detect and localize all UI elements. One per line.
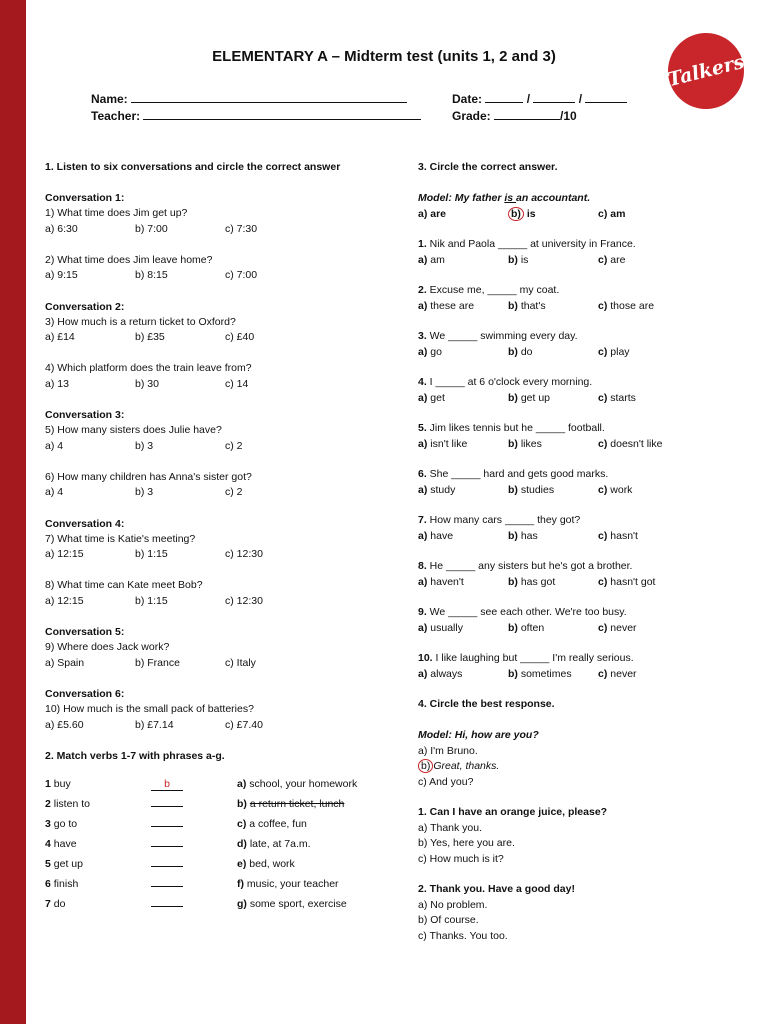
match-row bbox=[45, 814, 395, 834]
question-6: 6) How many children has Anna's sister got? bbox=[45, 470, 252, 483]
option-text: has got bbox=[520, 575, 556, 588]
option-text: are bbox=[610, 253, 626, 266]
option-b[interactable]: b) 8:15 bbox=[135, 269, 168, 281]
option-letter: c) bbox=[598, 483, 611, 496]
grammar-question-number: 7. bbox=[418, 514, 427, 526]
grammar-question-number: 3. bbox=[418, 330, 427, 342]
option-text: get up bbox=[520, 391, 551, 404]
name-label: Name: bbox=[91, 92, 128, 106]
option-a[interactable] bbox=[418, 437, 508, 453]
option-a[interactable]: a) 4 bbox=[45, 439, 64, 452]
match-phrase: some sport, exercise bbox=[249, 898, 347, 910]
grammar-options bbox=[418, 299, 748, 315]
left-column bbox=[45, 160, 395, 914]
option-c[interactable] bbox=[598, 667, 688, 683]
grammar-options bbox=[418, 345, 748, 361]
option-text: never bbox=[610, 621, 637, 634]
option-c[interactable] bbox=[598, 253, 688, 269]
option-text: hasn't got bbox=[610, 575, 656, 588]
response-option-a[interactable]: a) I'm Bruno. bbox=[418, 744, 478, 757]
section-1-title: 1. Listen to six conversations and circle the correct answer bbox=[45, 161, 341, 173]
question-2-options bbox=[45, 268, 395, 284]
option-text: has bbox=[520, 529, 538, 542]
question-4-options bbox=[45, 377, 395, 393]
option-letter: b) bbox=[508, 299, 521, 312]
option-text: those are bbox=[610, 299, 655, 312]
option-letter: c) bbox=[598, 529, 611, 542]
option-a[interactable]: a) 12:15 bbox=[45, 594, 84, 607]
grammar-question bbox=[418, 237, 748, 253]
option-letter: b) bbox=[508, 529, 521, 542]
grammar-question-number: 8. bbox=[418, 560, 427, 572]
conversation-2-heading: Conversation 2: bbox=[45, 300, 125, 313]
grade-line[interactable] bbox=[494, 108, 560, 120]
model-label: Model: My father bbox=[418, 192, 505, 204]
option-text: doesn't like bbox=[610, 437, 663, 450]
option-text: sometimes bbox=[520, 667, 572, 680]
option-text: hasn't bbox=[610, 529, 638, 542]
match-letter: g) bbox=[237, 898, 247, 910]
response-option-a[interactable]: a) Thank you. bbox=[418, 821, 483, 834]
option-b[interactable]: b) 3 bbox=[135, 439, 154, 452]
model-rest: an accountant. bbox=[516, 192, 591, 204]
option-text: that's bbox=[520, 299, 546, 312]
option-b[interactable] bbox=[508, 253, 598, 269]
option-letter: c) bbox=[598, 299, 611, 312]
option-b[interactable] bbox=[508, 529, 598, 545]
grammar-question-number: 1. bbox=[418, 238, 427, 250]
option-letter: b) bbox=[508, 621, 521, 634]
response-question-1: 1. Can I have an orange juice, please? bbox=[418, 806, 608, 818]
option-b[interactable] bbox=[508, 621, 598, 637]
grammar-question-text: Nik and Paola _____ at university in France. bbox=[426, 238, 636, 250]
grammar-question-text: She _____ hard and gets good marks. bbox=[426, 468, 609, 480]
match-num: 2 bbox=[45, 798, 51, 810]
teacher-label: Teacher: bbox=[91, 109, 141, 123]
left-margin-bar bbox=[0, 0, 26, 1024]
match-phrase: bed, work bbox=[249, 858, 295, 870]
response-option-a[interactable]: a) No problem. bbox=[418, 898, 488, 911]
option-b-text: is bbox=[523, 207, 536, 220]
logo-text: Talkers bbox=[665, 50, 747, 92]
match-verb: get up bbox=[53, 858, 83, 870]
grammar-options bbox=[418, 667, 748, 683]
option-c[interactable]: c) £7.40 bbox=[225, 718, 263, 731]
grammar-options bbox=[418, 529, 748, 545]
option-text: these are bbox=[430, 299, 475, 312]
grammar-question bbox=[418, 651, 748, 667]
grammar-options bbox=[418, 253, 748, 269]
option-letter: a) bbox=[418, 391, 431, 404]
option-text: often bbox=[520, 621, 545, 634]
match-phrase: late, at 7a.m. bbox=[249, 838, 311, 850]
option-text: studies bbox=[520, 483, 555, 496]
section-3-model bbox=[418, 191, 748, 207]
option-a[interactable] bbox=[418, 575, 508, 591]
match-verb: listen to bbox=[53, 798, 90, 810]
question-1-options bbox=[45, 222, 395, 238]
match-answer-blank[interactable]: b bbox=[151, 778, 183, 791]
option-c[interactable] bbox=[598, 621, 688, 637]
grammar-question-number: 4. bbox=[418, 376, 427, 388]
option-c[interactable]: c) 14 bbox=[225, 377, 249, 390]
option-a[interactable] bbox=[418, 253, 508, 269]
match-phrase: music, your teacher bbox=[246, 878, 339, 890]
option-b[interactable]: b) 7:00 bbox=[135, 222, 168, 235]
question-10: 10) How much is the small pack of batteries? bbox=[45, 703, 254, 715]
option-text: study bbox=[430, 483, 456, 496]
option-letter: c) bbox=[598, 391, 611, 404]
talkers-logo bbox=[660, 25, 752, 117]
grammar-question-number: 6. bbox=[418, 468, 427, 480]
option-c[interactable]: c) 7:00 bbox=[225, 269, 258, 281]
option-c[interactable] bbox=[598, 299, 688, 315]
option-b[interactable] bbox=[508, 437, 598, 453]
option-letter: b) bbox=[508, 575, 521, 588]
conversation-3-heading: Conversation 3: bbox=[45, 409, 125, 421]
match-letter: b) bbox=[237, 798, 247, 810]
option-b[interactable] bbox=[508, 483, 598, 499]
option-c[interactable] bbox=[598, 391, 688, 407]
match-answer-blank[interactable] bbox=[151, 854, 183, 867]
question-7-options bbox=[45, 547, 395, 563]
question-3-options bbox=[45, 330, 395, 346]
option-b[interactable] bbox=[508, 345, 598, 361]
option-text: play bbox=[610, 345, 630, 358]
match-answer-blank[interactable] bbox=[151, 874, 183, 887]
match-verb: buy bbox=[53, 778, 71, 790]
question-8-options bbox=[45, 594, 395, 610]
grammar-question-number: 9. bbox=[418, 606, 427, 618]
option-letter: c) bbox=[598, 437, 611, 450]
option-c[interactable]: c) 2 bbox=[225, 439, 243, 452]
match-verb: finish bbox=[53, 878, 79, 890]
option-letter: a) bbox=[418, 621, 431, 634]
option-b[interactable]: b) 1:15 bbox=[135, 548, 168, 560]
match-answer-blank[interactable] bbox=[151, 894, 183, 907]
option-a[interactable]: a) £14 bbox=[45, 331, 75, 343]
option-b[interactable]: b) 1:15 bbox=[135, 594, 168, 607]
option-letter: a) bbox=[418, 667, 431, 680]
option-c[interactable]: c) £40 bbox=[225, 331, 255, 343]
question-7: 7) What time is Katie's meeting? bbox=[45, 532, 196, 545]
option-b[interactable]: b) £35 bbox=[135, 331, 165, 343]
option-a[interactable]: a) 12:15 bbox=[45, 548, 84, 560]
match-num: 5 bbox=[45, 858, 51, 870]
option-letter: b) bbox=[508, 391, 521, 404]
option-b[interactable] bbox=[508, 299, 598, 315]
circled-answer: b) bbox=[418, 759, 433, 773]
option-a[interactable] bbox=[418, 621, 508, 637]
section-2-title: 2. Match verbs 1-7 with phrases a-g. bbox=[45, 750, 225, 762]
option-text: do bbox=[520, 345, 533, 358]
option-text: have bbox=[430, 529, 454, 542]
option-a[interactable] bbox=[418, 299, 508, 315]
option-letter: a) bbox=[418, 253, 431, 266]
match-phrase: a coffee, fun bbox=[249, 818, 307, 830]
date-sep-1: / bbox=[526, 92, 531, 106]
grade-total: /10 bbox=[560, 109, 577, 123]
match-row bbox=[45, 854, 395, 874]
grammar-items bbox=[418, 237, 748, 682]
option-a[interactable] bbox=[418, 391, 508, 407]
question-8: 8) What time can Kate meet Bob? bbox=[45, 579, 203, 591]
option-b[interactable] bbox=[508, 667, 598, 683]
option-letter: b) bbox=[508, 345, 521, 358]
name-line[interactable] bbox=[131, 91, 407, 103]
response-option-b[interactable]: b) Of course. bbox=[418, 914, 479, 926]
section-3-title: 3. Circle the correct answer. bbox=[418, 161, 558, 173]
match-num: 1 bbox=[45, 778, 51, 790]
grammar-options bbox=[418, 483, 748, 499]
option-c[interactable]: c) 12:30 bbox=[225, 594, 263, 607]
option-b[interactable] bbox=[508, 575, 598, 591]
match-letter: c) bbox=[237, 818, 247, 830]
grammar-question-text: I _____ at 6 o'clock every morning. bbox=[426, 376, 593, 388]
option-c[interactable] bbox=[598, 575, 688, 591]
grammar-options bbox=[418, 575, 748, 591]
match-verb: have bbox=[53, 838, 77, 850]
option-letter: a) bbox=[418, 575, 431, 588]
option-c[interactable]: c) 2 bbox=[225, 486, 243, 498]
option-letter: a) bbox=[418, 345, 431, 358]
match-letter: a) bbox=[237, 778, 247, 790]
option-a[interactable]: a) 9:15 bbox=[45, 269, 78, 281]
option-text: get bbox=[430, 391, 445, 404]
option-a[interactable]: a) 4 bbox=[45, 486, 64, 498]
grammar-question-number: 2. bbox=[418, 284, 427, 296]
option-b[interactable]: b) £7.14 bbox=[135, 718, 174, 731]
option-a[interactable] bbox=[418, 345, 508, 361]
section-4-title: 4. Circle the best response. bbox=[418, 698, 555, 710]
question-5: 5) How many sisters does Julie have? bbox=[45, 424, 222, 436]
option-text: is bbox=[520, 253, 529, 266]
grammar-question-text: We _____ see each other. We're too busy. bbox=[426, 606, 627, 618]
grammar-question bbox=[418, 513, 748, 529]
option-a[interactable]: a) £5.60 bbox=[45, 718, 84, 731]
grammar-options bbox=[418, 391, 748, 407]
option-letter: c) bbox=[598, 621, 611, 634]
option-text: isn't like bbox=[430, 437, 468, 450]
option-a[interactable]: a) are bbox=[418, 207, 447, 220]
option-a[interactable]: a) 13 bbox=[45, 377, 69, 390]
question-10-options bbox=[45, 718, 395, 734]
grammar-question-text: He _____ any sisters but he's got a brother. bbox=[426, 560, 633, 572]
name-field[interactable] bbox=[91, 91, 407, 106]
option-text: starts bbox=[610, 391, 636, 404]
grammar-question-text: I like laughing but _____ I'm really serious. bbox=[432, 652, 634, 664]
page-title: ELEMENTARY A – Midterm test (units 1, 2 and 3) bbox=[212, 48, 556, 65]
match-letter: e) bbox=[237, 858, 247, 870]
match-row bbox=[45, 894, 395, 914]
grammar-question-text: How many cars _____ they got? bbox=[426, 514, 581, 526]
grammar-question bbox=[418, 329, 748, 345]
match-row bbox=[45, 794, 395, 814]
grammar-question bbox=[418, 467, 748, 483]
grammar-options bbox=[418, 621, 748, 637]
response-question-2: 2. Thank you. Have a good day! bbox=[418, 883, 575, 895]
match-num: 6 bbox=[45, 878, 51, 890]
question-9: 9) Where does Jack work? bbox=[45, 641, 170, 653]
teacher-field[interactable] bbox=[91, 108, 421, 123]
grammar-question-number: 5. bbox=[418, 422, 427, 434]
option-a[interactable] bbox=[418, 483, 508, 499]
option-b[interactable] bbox=[508, 207, 598, 223]
option-letter: a) bbox=[418, 437, 431, 450]
date-month-line[interactable] bbox=[533, 91, 575, 103]
conversation-6-heading: Conversation 6: bbox=[45, 688, 125, 700]
match-phrase-struck: a return ticket, lunch bbox=[249, 798, 345, 810]
grammar-question-text: Excuse me, _____ my coat. bbox=[426, 284, 560, 296]
circled-answer: b) bbox=[508, 207, 524, 221]
date-label: Date: bbox=[452, 92, 483, 106]
match-letter: d) bbox=[237, 838, 247, 850]
option-c[interactable] bbox=[598, 437, 688, 453]
grammar-question bbox=[418, 605, 748, 621]
option-letter: c) bbox=[598, 575, 611, 588]
option-c[interactable] bbox=[598, 483, 688, 499]
grammar-question-number: 10. bbox=[418, 652, 433, 664]
option-letter: c) bbox=[598, 345, 611, 358]
grade-field[interactable] bbox=[452, 108, 577, 123]
match-phrase: school, your homework bbox=[249, 778, 358, 790]
match-row bbox=[45, 874, 395, 894]
response-option-b[interactable] bbox=[418, 759, 748, 775]
option-letter: b) bbox=[508, 253, 521, 266]
match-answer-blank[interactable] bbox=[151, 834, 183, 847]
match-row bbox=[45, 834, 395, 854]
grammar-question bbox=[418, 283, 748, 299]
option-letter: b) bbox=[508, 667, 521, 680]
option-text: work bbox=[610, 483, 633, 496]
model-word: is bbox=[504, 192, 517, 204]
grammar-options bbox=[418, 437, 748, 453]
teacher-line[interactable] bbox=[143, 108, 421, 120]
right-column bbox=[418, 160, 748, 944]
option-letter: b) bbox=[508, 483, 521, 496]
option-a[interactable] bbox=[418, 529, 508, 545]
option-text: likes bbox=[520, 437, 542, 450]
question-3: 3) How much is a return ticket to Oxford? bbox=[45, 315, 236, 328]
option-text: go bbox=[430, 345, 442, 358]
option-b[interactable] bbox=[508, 391, 598, 407]
option-b[interactable]: b) 30 bbox=[135, 377, 159, 390]
response-option-c[interactable]: c) And you? bbox=[418, 775, 474, 788]
grade-label: Grade: bbox=[452, 109, 491, 123]
question-4: 4) Which platform does the train leave from? bbox=[45, 362, 252, 374]
question-9-options bbox=[45, 656, 395, 672]
question-6-options bbox=[45, 485, 395, 501]
option-text: always bbox=[430, 667, 463, 680]
section-4-model: Model: Hi, how are you? bbox=[418, 729, 539, 741]
date-field[interactable] bbox=[452, 91, 627, 106]
grammar-question bbox=[418, 559, 748, 575]
option-letter: c) bbox=[598, 253, 611, 266]
question-5-options bbox=[45, 439, 395, 455]
option-a[interactable]: a) Spain bbox=[45, 656, 85, 669]
conversation-4-heading: Conversation 4: bbox=[45, 517, 125, 530]
response-option-b[interactable]: b) Yes, here you are. bbox=[418, 837, 515, 849]
match-letter: f) bbox=[237, 878, 244, 890]
option-c[interactable] bbox=[598, 529, 688, 545]
grammar-question bbox=[418, 375, 748, 391]
match-verb: do bbox=[53, 898, 66, 910]
option-text: usually bbox=[430, 621, 463, 634]
date-sep-2: / bbox=[578, 92, 583, 106]
option-c[interactable]: c) 12:30 bbox=[225, 548, 263, 560]
match-table bbox=[45, 774, 395, 914]
grammar-question bbox=[418, 421, 748, 437]
option-letter: b) bbox=[508, 437, 521, 450]
question-2: 2) What time does Jim leave home? bbox=[45, 253, 213, 266]
option-letter: a) bbox=[418, 529, 431, 542]
option-c[interactable]: c) 7:30 bbox=[225, 222, 258, 235]
match-num: 3 bbox=[45, 818, 51, 830]
option-c[interactable]: c) Italy bbox=[225, 656, 256, 669]
match-answer-blank[interactable] bbox=[151, 814, 183, 827]
option-text: haven't bbox=[430, 575, 464, 588]
option-b[interactable]: b) 3 bbox=[135, 486, 154, 498]
response-option-c[interactable]: c) Thanks. You too. bbox=[418, 929, 508, 942]
date-year-line[interactable] bbox=[585, 91, 627, 103]
conversation-5-heading: Conversation 5: bbox=[45, 626, 125, 638]
option-c[interactable] bbox=[598, 345, 688, 361]
option-a[interactable]: a) 6:30 bbox=[45, 222, 78, 235]
option-letter: a) bbox=[418, 299, 431, 312]
grammar-question-text: We _____ swimming every day. bbox=[426, 330, 578, 342]
date-day-line[interactable] bbox=[485, 91, 523, 103]
match-row bbox=[45, 774, 395, 794]
model-options bbox=[418, 207, 748, 223]
option-text: am bbox=[430, 253, 445, 266]
option-text: never bbox=[610, 667, 637, 680]
match-verb: go to bbox=[53, 818, 78, 830]
option-letter: a) bbox=[418, 483, 431, 496]
match-num: 4 bbox=[45, 838, 51, 850]
conversation-1-heading: Conversation 1: bbox=[45, 192, 125, 204]
option-letter: c) bbox=[598, 667, 611, 680]
match-num: 7 bbox=[45, 898, 51, 910]
grammar-question-text: Jim likes tennis but he _____ football. bbox=[426, 422, 605, 434]
match-answer-blank[interactable] bbox=[151, 794, 183, 807]
question-1: 1) What time does Jim get up? bbox=[45, 207, 188, 219]
option-b[interactable]: b) France bbox=[135, 656, 180, 669]
response-option-c[interactable]: c) How much is it? bbox=[418, 852, 504, 865]
option-a[interactable] bbox=[418, 667, 508, 683]
response-option-b-text: Great, thanks. bbox=[433, 760, 500, 772]
option-c[interactable]: c) am bbox=[598, 207, 626, 220]
